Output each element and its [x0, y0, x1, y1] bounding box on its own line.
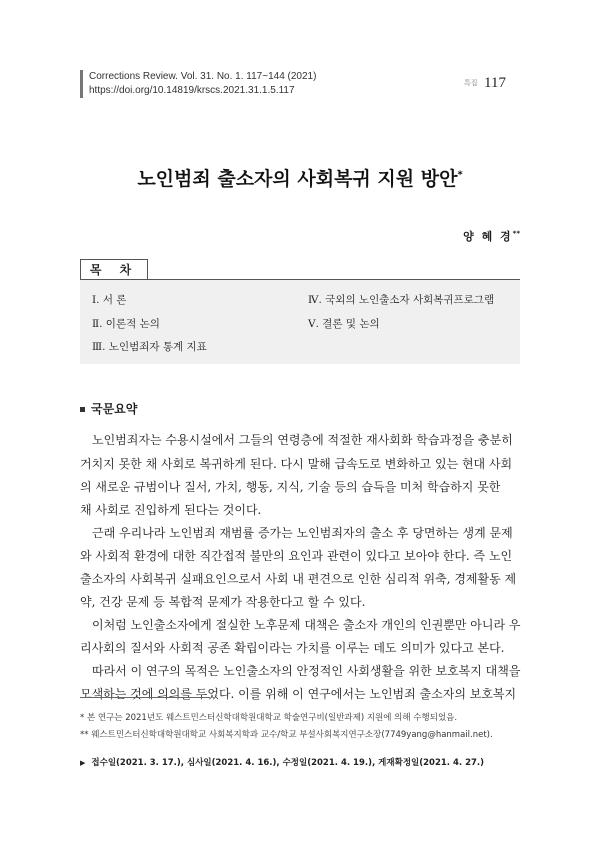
author-name-text: 양 혜 경 [463, 230, 513, 243]
abstract-line: 출소자의 사회복귀 실패요인으로서 사회 내 편견으로 인한 심리적 위축, 경제활동 제 [80, 572, 517, 586]
toc-item-1: Ⅰ. 서 론 [92, 294, 127, 306]
toc-item-2: Ⅱ. 이론적 논의 [92, 318, 160, 330]
page-number: 117 [484, 75, 506, 91]
paper-title-text: 노인범죄 출소자의 사회복귀 지원 방안 [137, 168, 458, 190]
toc-box [80, 280, 520, 364]
square-bullet-icon [80, 407, 85, 412]
submission-dates [80, 756, 484, 768]
triangle-bullet-icon: ▶ [80, 759, 86, 767]
abstract-line: 와 사회적 환경에 대한 직간접적 불만의 요인과 관련이 있다고 보아야 한다. 즉 노인 [80, 549, 513, 563]
doi-link[interactable]: https://doi.org/10.14819/krscs.2021.31.1.5.117 [89, 85, 295, 96]
submission-dates-text: 접수일(2021. 3. 17.), 심사일(2021. 4. 16.), 수정일(2021. 4. 19.), 게재확정일(2021. 4. 27.) [91, 758, 485, 768]
paper-title [0, 164, 600, 191]
abstract-line: 이처럼 노인출소자에게 절실한 노후문제 대책은 출소자 개인의 인권뿐만 아니라 우 [92, 618, 521, 632]
toc-item-4: Ⅳ. 국외의 노인출소자 사회복귀프로그램 [308, 294, 495, 306]
abstract-heading [80, 400, 137, 417]
title-footnote-mark: * [457, 169, 463, 181]
footnote-author: ** 웨스트민스터신학대학원대학교 사회복지학과 교수/학교 부설사회복지연구소장(7749yang@hanmail.net). [80, 730, 493, 740]
abstract-line: 근래 우리나라 노인범죄 재범률 증가는 노인범죄자의 출소 후 당면하는 생계 문제 [92, 526, 513, 540]
abstract-line: 채 사회로 진입하게 된다는 것이다. [80, 503, 262, 517]
footnote-rule [80, 697, 210, 698]
abstract-line: 노인범죄자는 수용시설에서 그들의 연령층에 적절한 재사회화 학습과정을 충분히 [92, 433, 513, 447]
header-bar [80, 70, 83, 98]
toc-item-3: Ⅲ. 노인범죄자 통계 지표 [92, 341, 207, 353]
author-name [463, 228, 520, 244]
abstract-line: 리사회의 질서와 사회적 공존 확립이라는 가치를 이루는 데도 의미가 있다고 본다. [80, 641, 505, 655]
footnote-funding: * 본 연구는 2021년도 웨스트민스터신학대학원대학교 학술연구비(일반과제) 지원에 의해 수행되었음. [80, 713, 458, 723]
journal-citation: Corrections Review. Vol. 31. No. 1. 117~144 (2021) [89, 71, 317, 82]
author-footnote-mark: ** [512, 229, 520, 238]
toc-heading: 목 차 [80, 259, 148, 280]
abstract-line: 약, 건강 문제 등 복합적 문제가 작용한다고 할 수 있다. [80, 595, 366, 609]
section-mark: 특집 [464, 79, 478, 87]
abstract-line: 모색하는 것에 의의를 두었다. 이를 위해 이 연구에서는 노인범죄 출소자의 보호복지 [80, 687, 517, 701]
abstract-line: 거치지 못한 채 사회로 복귀하게 된다. 다시 말해 급속도로 변화하고 있는 현대 사회 [80, 457, 513, 471]
abstract-line: 따라서 이 연구의 목적은 노인출소자의 안정적인 사회생활을 위한 보호복지 대책을 [92, 664, 521, 678]
abstract-line: 의 새로운 규범이나 질서, 가치, 행동, 지식, 기술 등의 습득을 미처 학습하지 못한 [80, 480, 501, 494]
toc-item-5: Ⅴ. 결론 및 논의 [308, 318, 380, 330]
abstract-heading-text: 국문요약 [91, 402, 138, 416]
